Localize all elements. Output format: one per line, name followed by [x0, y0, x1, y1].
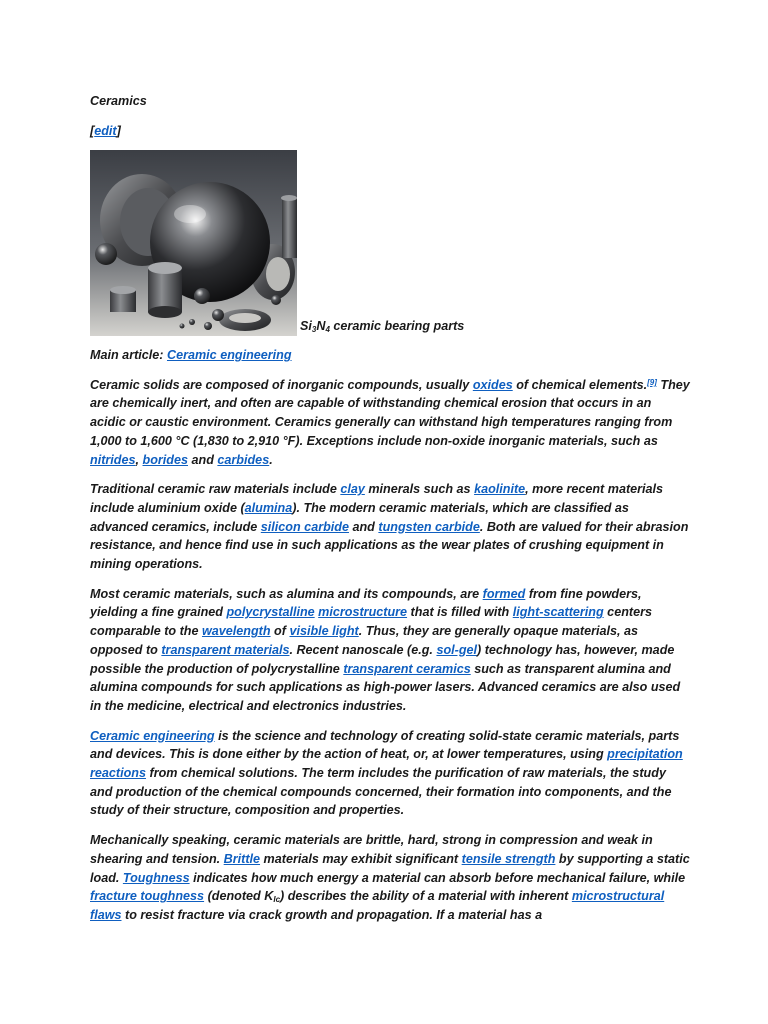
paragraph-5: Mechanically speaking, ceramic materials are brittle, hard, strong in compression and weak in shearing and tension. Brittle materials may exhibit significant tensile strength by supporting a static load. Toughness indicates how much energy a material can absorb before mechanical failure, while fracture toughness (denoted $K_{Ic}$) describes the ability of a material with inherent microstructural flaws to resist fracture via crack growth and propagation. If a material has a: [90, 833, 690, 922]
link-brittle[interactable]: Brittle: [223, 851, 261, 866]
link-light-scattering[interactable]: light-scattering: [512, 605, 604, 620]
link-tungsten-carbide[interactable]: tungsten carbide: [378, 519, 480, 534]
link-microstructure[interactable]: microstructure: [318, 605, 408, 620]
reference-9[interactable]: [9]: [647, 377, 657, 387]
main-article-note: Main article: Ceramic engineering: [90, 348, 292, 362]
article-body: [90, 92, 690, 936]
paragraph-3: Most ceramic materials, such as alumina and its compounds, are formed from fine powders, yielding a fine grained polycrystalline microstructure that is filled with light-scattering centers comparable to the wavelength of visible light. Thus, they are generally opaque materials, as opposed to transparent materials. Recent nanoscale (e.g. sol-gel) technology has, however, made possible the production of polycrystalline transparent ceramics such as transparent alumina and alumina compounds for such applications as high-power lasers. Advanced ceramics are also used in the medicine, electrical and electronics industries.: [90, 586, 681, 713]
link-polycrystalline[interactable]: polycrystalline: [226, 605, 315, 620]
link-oxides[interactable]: oxides: [472, 377, 513, 392]
link-toughness[interactable]: Toughness: [122, 870, 190, 885]
link-visible-light[interactable]: visible light: [289, 624, 359, 639]
link-precipitation-reactions[interactable]: precipitation reactions: [90, 747, 683, 781]
paragraph-2: Traditional ceramic raw materials include clay minerals such as kaolinite, more recent materials include aluminium oxide (alumina). The modern ceramic materials, which are classified as advanced ceramics, include silicon carbide and tungsten carbide. Both are valued for their abrasion resistance, and hence find use in such applications as the wear plates of crushing equipment in mining operations.: [90, 482, 689, 572]
edit-section: [edit]: [90, 124, 121, 138]
link-formed[interactable]: formed: [482, 586, 526, 601]
link-kaolinite[interactable]: kaolinite: [474, 482, 526, 497]
link-microstructural-flaws[interactable]: microstructural flaws: [90, 889, 665, 922]
figure-caption: $Si_3N_4$ ceramic bearing parts: [300, 319, 465, 334]
link-tensile-strength[interactable]: tensile strength: [461, 851, 556, 866]
edit-link[interactable]: edit: [94, 124, 117, 138]
section-heading: Ceramics: [90, 94, 147, 108]
figure: [90, 150, 690, 336]
paragraph-4: Ceramic engineering is the science and technology of creating solid-state ceramic materials, parts and devices. This is done either by the action of heat, or, at lower temperatures, using precipitation reactions from chemical solutions. The term includes the purification of raw materials, the study and production of the chemical compounds concerned, their formation into components, and the study of their structure, composition and properties.: [90, 728, 683, 818]
ceramic-bearing-photo: [90, 150, 297, 336]
link-ceramic-engineering[interactable]: Ceramic engineering: [166, 348, 292, 362]
link-transparent-materials[interactable]: transparent materials: [161, 642, 290, 657]
link-sol-gel[interactable]: sol-gel: [436, 642, 478, 657]
link-ceramic-engineering-2[interactable]: Ceramic engineering: [90, 728, 215, 743]
link-wavelength[interactable]: wavelength: [201, 624, 271, 639]
link-borides[interactable]: borides: [142, 452, 188, 467]
link-clay[interactable]: clay: [340, 482, 365, 497]
link-fracture-toughness[interactable]: fracture toughness: [90, 889, 205, 904]
link-alumina[interactable]: alumina: [244, 500, 293, 515]
link-silicon-carbide[interactable]: silicon carbide: [260, 519, 349, 534]
link-nitrides[interactable]: nitrides: [90, 452, 136, 467]
paragraph-1: Ceramic solids are composed of inorganic compounds, usually oxides of chemical elements.[9] They are chemically inert, and often are capable of withstanding chemical erosion that occurs in an acidic or caustic environment. Ceramics generally can withstand high temperatures ranging from 1,000 to 1,600 °C (1,830 to 2,910 °F). Exceptions include non-oxide inorganic materials, such as nitrides, borides and carbides.: [90, 377, 690, 467]
link-carbides[interactable]: carbides: [217, 452, 270, 467]
link-transparent-ceramics[interactable]: transparent ceramics: [343, 661, 471, 676]
